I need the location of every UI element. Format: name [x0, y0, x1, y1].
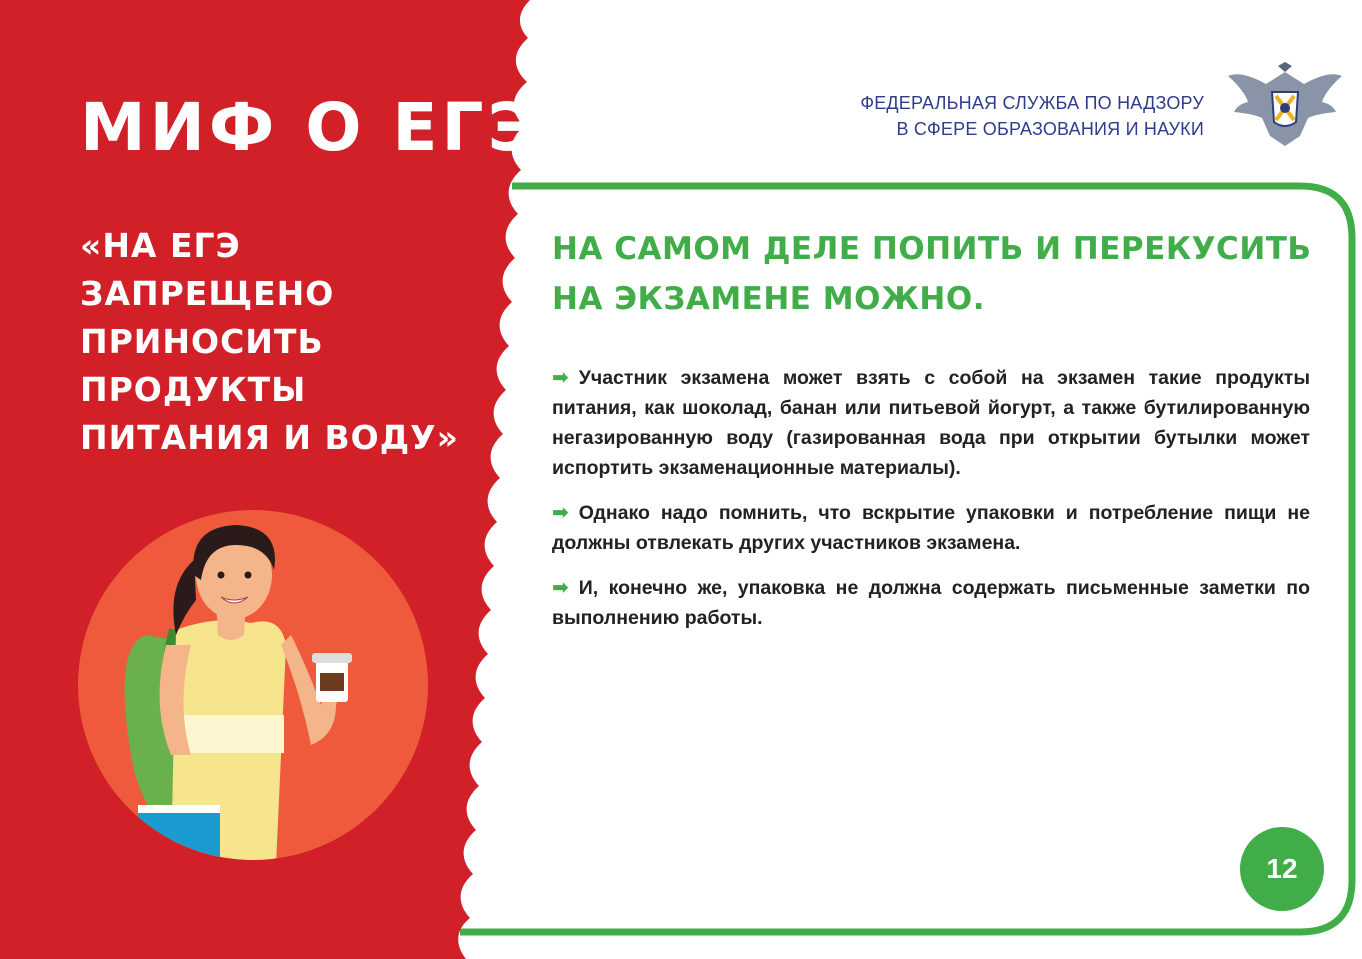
- agency-name-line: ФЕДЕРАЛЬНАЯ СЛУЖБА ПО НАДЗОРУ: [860, 93, 1204, 113]
- bullet-text: Однако надо помнить, что вскрытие упаковки и потребление пищи не должны отвлекать других участников экзамена.: [552, 502, 1310, 554]
- list-item: [552, 572, 1310, 633]
- myth-quote-line: «НА ЕГЭ: [80, 226, 241, 265]
- student-illustration: [76, 505, 436, 865]
- fact-bullet-list: [552, 362, 1310, 647]
- myth-quote-line: ПИТАНИЯ И ВОДУ»: [80, 418, 459, 457]
- arrow-right-icon: ➡: [552, 500, 569, 524]
- agency-name-line: В СФЕРЕ ОБРАЗОВАНИЯ И НАУКИ: [896, 119, 1204, 139]
- myth-quote-line: ЗАПРЕЩЕНО: [80, 274, 335, 313]
- fact-title-line: НА САМОМ ДЕЛЕ ПОПИТЬ И ПЕРЕКУСИТЬ: [552, 231, 1312, 267]
- fact-title: [552, 224, 1312, 324]
- myth-quote-line: ПРОДУКТЫ: [80, 370, 307, 409]
- arrow-right-icon: ➡: [552, 365, 569, 389]
- agency-name: [860, 90, 1204, 142]
- arrow-right-icon: ➡: [552, 575, 569, 599]
- myth-quote-line: ПРИНОСИТЬ: [80, 322, 324, 361]
- list-item: [552, 362, 1310, 483]
- myth-quote: [80, 222, 460, 462]
- fact-title-line: НА ЭКЗАМЕНЕ МОЖНО.: [552, 281, 985, 317]
- bullet-text: Участник экзамена может взять с собой на экзамен такие продукты питания, как шоколад, банан или питьевой йогурт, а также бутилированную негазированную воду (газированная вода при открытии бутылки может испортить экзаменационные материалы).: [552, 367, 1310, 479]
- bullet-text: И, конечно же, упаковка не должна содержать письменные заметки по выполнению работы.: [552, 577, 1310, 629]
- list-item: [552, 497, 1310, 558]
- double-headed-eagle-emblem: [1226, 62, 1344, 148]
- page-number-badge: 12: [1240, 827, 1324, 911]
- myth-title: МИФ О ЕГЭ: [80, 89, 541, 166]
